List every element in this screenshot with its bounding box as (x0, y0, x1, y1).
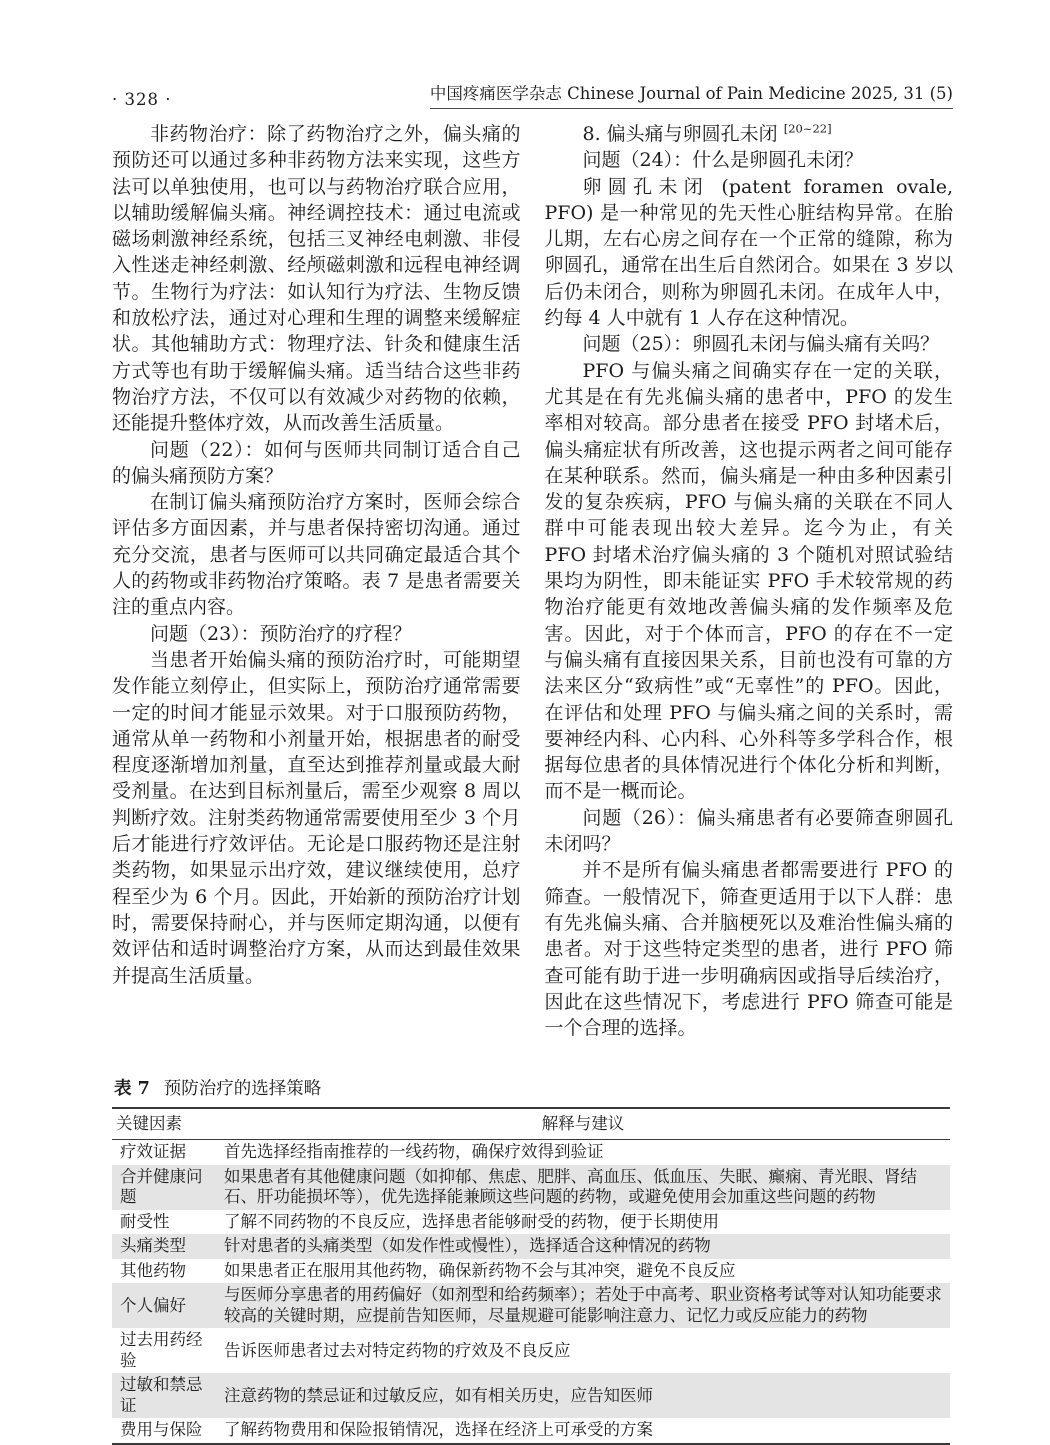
answer-26: 并不是所有偏头痛患者都需要进行 PFO 的筛查。一般情况下，筛查更适用于以下人群：患有先兆偏头痛、合并脑梗死以及难治性偏头痛的患者。对于这些特定类型的患者，进行 PFO 筛查可能有助于进一步明确病因或指导后续治疗，因此在这些情况下，考虑进行 PFO 筛查可能是一个合理的选择。 (544, 859, 953, 1040)
table-row (112, 1373, 950, 1418)
advice-cell: 如果患者正在服用其他药物，确保新药物不会与其冲突，避免不良反应 (224, 1260, 736, 1280)
table-row (112, 1165, 950, 1210)
factor-cell: 头痛类型 (120, 1236, 186, 1256)
article-body (0, 109, 1050, 1041)
section-heading-8 (545, 121, 954, 147)
table-row (112, 1234, 950, 1259)
section-heading-text: 8. 偏头痛与卵圆孔未闭 (582, 123, 784, 145)
table-row (112, 1283, 950, 1328)
question-24: 问题（24）：什么是卵圆孔未闭？ (582, 149, 864, 172)
table-7-label: 表 7 (114, 1079, 150, 1100)
question-22: 问题（22）：如何与医师共同制订适合自己的偏头痛预防方案？ (112, 438, 521, 487)
paragraph-nondrug-therapy: 非药物治疗：除了药物治疗之外，偏头痛的预防还可以通过多种非药物方法来实现，这些方法可以单独使用，也可以与药物治疗联合应用，以辅助缓解偏头痛。神经调控技术：通过电流或磁场刺激神经系统，包括三叉神经电刺激、非侵入性迷走神经刺激、经颅磁刺激和远程电神经调节。生物行为疗法：如认知行为疗法、生物反馈和放松疗法，通过对心理和生理的调整来缓解症状。其他辅助方式：物理疗法、针灸和健康生活方式等也有助于缓解偏头痛。适当结合这些非药物治疗方法，不仅可以有效减少对药物的依赖，还能提升整体疗效，从而改善生活质量。 (112, 123, 521, 435)
column-header-factor: 关键因素 (112, 1108, 216, 1140)
advice-cell: 了解不同药物的不良反应，选择患者能够耐受的药物，便于长期使用 (224, 1211, 719, 1231)
factor-cell: 合并健康问题 (120, 1166, 203, 1207)
page-header (0, 0, 1050, 109)
table-7-title: 预防治疗的选择策略 (163, 1079, 322, 1100)
advice-cell: 与医师分享患者的用药偏好（如剂型和给药频率）；若处于中高考、职业资格考试等对认知功能要求较高的关键时期，应提前告知医师，尽量规避可能影响注意力、记忆力或反应能力的药物 (224, 1285, 942, 1325)
table-row (112, 1328, 950, 1373)
factor-cell: 耐受性 (120, 1211, 170, 1231)
question-26: 问题（26）：偏头痛患者有必要筛查卵圆孔未闭吗？ (544, 806, 953, 856)
factor-cell: 其他药物 (120, 1260, 186, 1280)
factor-cell: 个人偏好 (120, 1295, 186, 1315)
question-25: 问题（25）：卵圆孔未闭与偏头痛有关吗？ (582, 333, 940, 356)
left-column (112, 121, 521, 1041)
answer-22: 在制订偏头痛预防治疗方案时，医师会综合评估多方面因素，并与患者保持密切沟通。通过充分交流，患者与医师可以共同确定最适合其个人的药物或非药物治疗策略。表 7 是患者需要关注的重点内容。 (112, 491, 521, 619)
advice-cell: 注意药物的禁忌证和过敏反应，如有相关历史，应告知医师 (224, 1385, 653, 1405)
table-7-section (0, 1075, 1050, 1445)
factor-cell: 疗效证据 (120, 1142, 186, 1162)
right-column (545, 121, 954, 1041)
advice-cell: 了解药物费用和保险报销情况，选择在经济上可承受的方案 (224, 1420, 653, 1440)
answer-23: 当患者开始偏头痛的预防治疗时，可能期望发作能立刻停止，但实际上，预防治疗通常需要一定的时间才能显示效果。对于口服预防药物，通常从单一药物和小剂量开始，根据患者的耐受程度逐渐增加剂量，直至达到推荐剂量或最大耐受剂量。在达到目标剂量后，需至少观察 8 周以判断疗效。注射类药物通常需要使用至少 3 个月后才能进行疗效评估。无论是口服药物还是注射类药物，如果显示出疗效，建议继续使用，总疗程至少为 6 个月。因此，开始新的预防治疗计划时，需要保持耐心，并与医师定期沟通，以便有效评估和适时调整治疗方案，从而达到最佳效果并提高生活质量。 (112, 648, 521, 987)
question-23: 问题（23）：预防治疗的疗程？ (150, 622, 412, 645)
advice-cell: 针对患者的头痛类型（如发作性或慢性），选择适合这种情况的药物 (224, 1236, 711, 1256)
factor-cell: 费用与保险 (120, 1420, 203, 1440)
column-header-advice: 解释与建议 (216, 1108, 950, 1140)
table-row (112, 1259, 950, 1284)
table-row (112, 1140, 950, 1165)
advice-cell: 首先选择经指南推荐的一线药物，确保疗效得到验证 (224, 1142, 604, 1162)
table-row (112, 1210, 950, 1235)
advice-cell: 告诉医师患者过去对特定药物的疗效及不良反应 (224, 1340, 571, 1360)
answer-25: PFO 与偏头痛之间确实存在一定的关联，尤其是在有先兆偏头痛的患者中，PFO 的发生率相对较高。部分患者在接受 PFO 封堵术后，偏头痛症状有所改善，这也提示两者之间可能存在某种联系。然而，偏头痛是一种由多种因素引发的复杂疾病，PFO 与偏头痛的关联在不同人群中可能表现出较大差异。迄今为止，有关 PFO 封堵术治疗偏头痛的 3 个随机对照试验结果均为阴性，即未能证实 PFO 手术较常规的药物治疗能更有效地改善偏头痛的发作频率及危害。因此，对于个体而言，PFO 的存在不一定与偏头痛有直接因果关系，目前也没有可靠的方法来区分“致病性”或“无辜性”的 PFO。因此，在评估和处理 PFO 与偏头痛之间的关系时，需要神经内科、心内科、心外科等多学科合作，根据每位患者的具体情况进行个体化分析和判断，而不是一概而论。 (544, 359, 953, 803)
page-number: · 328 · (112, 90, 172, 109)
table-row (112, 1418, 950, 1444)
reference-superscript: [20~22] (783, 121, 832, 136)
table-header-row (112, 1108, 950, 1140)
journal-title: 中国疼痛医学杂志 Chinese Journal of Pain Medicine 2025, 31 (5) (430, 80, 953, 109)
factor-cell: 过去用药经验 (120, 1330, 203, 1370)
answer-24: 卵圆孔未闭 (patent foramen ovale, PFO) 是一种常见的先天性心脏结构异常。在胎儿期，左右心房之间存在一个正常的缝隙，称为卵圆孔，通常在出生后自然闭合。如果在 3 岁以后仍未闭合，则称为卵圆孔未闭。在成年人中，约每 4 人中就有 1 人存在这种情况。 (544, 175, 953, 330)
advice-cell: 如果患者有其他健康问题（如抑郁、焦虑、肥胖、高血压、低血压、失眠、癫痫、青光眼、肾结石、肝功能损坏等），优先选择能兼顾这些问题的药物，或避免使用会加重这些问题的药物 (224, 1166, 917, 1207)
table-7-caption (114, 1075, 950, 1100)
table-7 (112, 1107, 950, 1445)
factor-cell: 过敏和禁忌证 (120, 1375, 203, 1415)
